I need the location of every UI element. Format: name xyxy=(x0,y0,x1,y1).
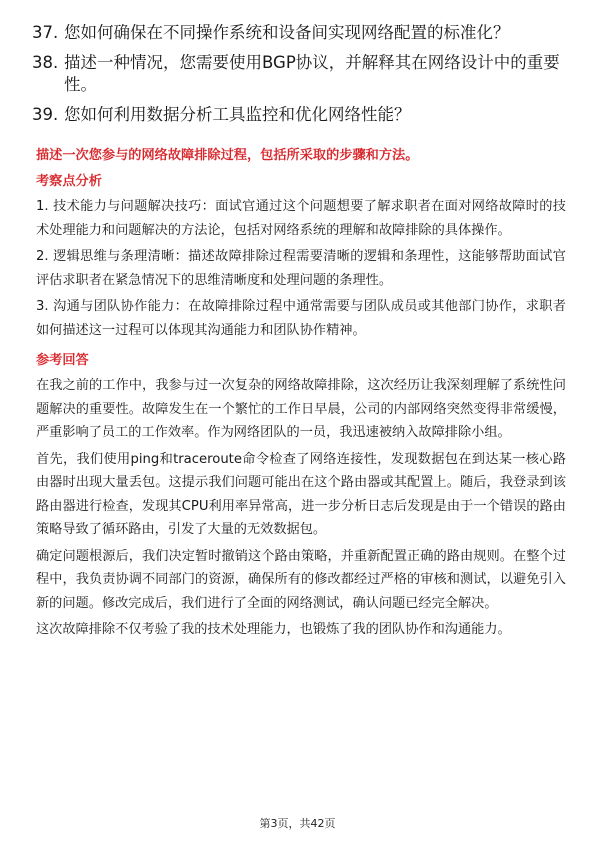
question-item xyxy=(32,22,567,44)
page-footer: 第3页，共42页 xyxy=(259,817,336,830)
question-item xyxy=(32,104,567,126)
answer-paragraph: 在我之前的工作中，我参与过一次复杂的网络故障排除，这次经历让我深刻理解了系统性问题解决的重要性。故障发生在一个繁忙的工作日早晨，公司的内部网络突然变得非常缓慢，严重影响了员工的工作效率。作为网络团队的一员，我迅速被纳入故障排除小组。 xyxy=(36,378,566,440)
answer-paragraph: 确定问题根源后，我们决定暂时撤销这个路由策略，并重新配置正确的路由规则。在整个过程中，我负责协调不同部门的资源，确保所有的修改都经过严格的审核和测试，以避免引入新的问题。修改完成后，我们进行了全面的网络测试，确认问题已经完全解决。 xyxy=(36,548,566,611)
question-number: 39. xyxy=(32,105,59,124)
analysis-point: 3. 沟通与团队协作能力：在故障排除过程中通常需要与团队成员或其他部门协作，求职者如何描述这一过程可以体现其沟通能力和团队协作精神。 xyxy=(36,299,566,338)
answer-section xyxy=(36,146,566,645)
answer-paragraph: 这次故障排除不仅考验了我的技术处理能力，也锻炼了我的团队协作和沟通能力。 xyxy=(36,622,511,637)
question-number: 37. xyxy=(32,23,59,42)
main-question-heading: 描述一次您参与的网络故障排除过程，包括所采取的步骤和方法。 xyxy=(36,148,419,163)
question-list xyxy=(32,22,567,134)
question-text: 您如何确保在不同操作系统和设备间实现网络配置的标准化？ xyxy=(64,23,510,42)
question-item xyxy=(32,52,567,96)
question-text: 描述一种情况，您需要使用BGP协议，并解释其在网络设计中的重要性。 xyxy=(64,53,560,94)
question-text: 您如何利用数据分析工具监控和优化网络性能？ xyxy=(64,105,411,124)
analysis-title: 考察点分析 xyxy=(36,174,102,189)
answer-paragraph: 首先，我们使用ping和traceroute命令检查了网络连接性，发现数据包在到达某一核心路由器时出现大量丢包。这提示我们问题可能出在这个路由器或其配置上。随后，我登录到该路由器进行检查，发现其CPU利用率异常高，进一步分析日志后发现是由于一个错误的路由策略导致了循环路由，引发了大量的无效数据包。 xyxy=(36,451,566,537)
answer-title: 参考回答 xyxy=(36,353,89,368)
question-number: 38. xyxy=(32,53,59,72)
analysis-point: 1. 技术能力与问题解决技巧：面试官通过这个问题想要了解求职者在面对网络故障时的技术处理能力和问题解决的方法论，包括对网络系统的理解和故障排除的具体操作。 xyxy=(36,199,566,238)
analysis-point: 2. 逻辑思维与条理清晰：描述故障排除过程需要清晰的逻辑和条理性，这能够帮助面试官评估求职者在紧急情况下的思维清晰度和处理问题的条理性。 xyxy=(36,249,566,288)
